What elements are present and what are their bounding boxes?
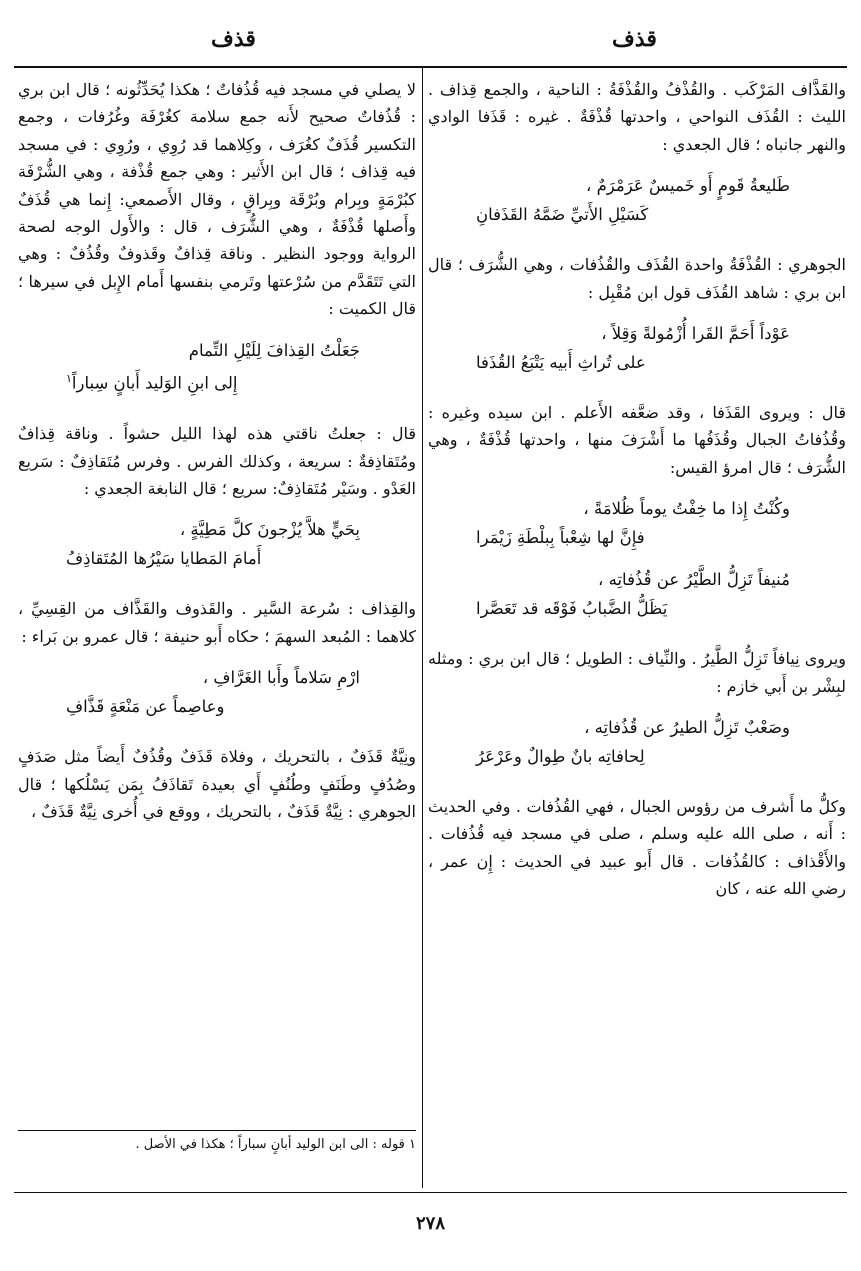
paragraph: قال : ويروى القَذَفا ، وقد ضعَّفه الأَعلم . ابن سيده وغيره : وقُذُفاتُ الجبال وقُذَفُها ما أَشْرَفَ منها ، واحدتها قُذْفَةٌ ، وهي الشُّرَف ؛ قال امرؤ القيس: (428, 403, 846, 477)
footnote-mark: ١ (66, 372, 72, 386)
verse-line: أَمامَ المَطايا سَيْرُها المُتَقاذِفُ (66, 548, 262, 568)
verse (18, 337, 416, 399)
right-column (428, 76, 846, 903)
verse-line: عَوْداً أَحَمَّ القَرا أُزْمُولةً وَقِلاً ، (601, 324, 790, 344)
paragraph: الجوهري : القُذْفَةُ واحدة القُذَف والقُذُفات ، وهي الشُّرَف ؛ قال ابن بري : شاهد القُذَف قول ابن مُقْبِل : (428, 255, 846, 302)
verse-line: وصَعْبٌ تَزِلُّ الطيرُ عن قُذُفاتِه ، (584, 718, 790, 738)
verse-line: وعاصِماً عن مَنْعَةٍ قَذَّافِ (66, 696, 225, 716)
page-header-right: قذف (612, 26, 657, 52)
footer-rule (14, 1192, 847, 1193)
verse-line: طَليعةُ قَومٍ أَو خَميسٌ عَرَمْرَمٌ ، (586, 176, 790, 196)
page-header-left: قذف (211, 26, 256, 52)
verse-line: لِحافاتِه بانٌ طِوالٌ وعَرْعَرُ (476, 746, 645, 766)
verse (18, 516, 416, 573)
paragraph: وكلُّ ما أَشرف من رؤوس الجبال ، فهي القُذُفات . وفي الحديث : أَنه ، صلى الله عليه وسلم ، صلى في مسجد فيه قُذُفات . والأَقْذاف : كالقُذُفات . قال أَبو عبيد في الحديث : إِن عمر ، رضي الله عنه ، كان (428, 797, 847, 899)
verse (428, 566, 846, 623)
left-column (18, 76, 416, 825)
paragraph: والقَذَّاف المَرْكَب . والقُذْفُ والقُذْفَةُ : الناحية ، والجمع قِذاف . الليث : القُذَف النواحي ، واحدتها قُذْفَةٌ . غيره : قَذَفا الوادي والنهر جانباه ؛ قال الجعدي : (428, 80, 846, 154)
column-divider (422, 68, 423, 1188)
paragraph: قال : جعلتُ ناقتي هذه لهذا الليل حشواً . وناقة قِذافٌ ومُتَقاذِفةٌ : سريعة ، وكذلك الفرس . وفرس مُتَقاذِفٌ : سَريع العَدْو . وسَيْر مُتَقاذِفٌ: سريع ؛ قال النابغة الجعدي : (18, 424, 416, 498)
verse-line: على تُراثِ أَبيه يَتْبَعُ القُذَفا (476, 352, 646, 372)
verse-line: يَظَلُّ الضَّبابُ فَوْقَه قد تَعَصَّرا (476, 598, 668, 618)
page-number: ٢٧٨ (415, 1213, 445, 1234)
verse (18, 664, 416, 721)
paragraph: ويروى نِيافاً تَزِلُّ الطَّيرُ . والنِّياف : الطويل ؛ قال ابن بري : ومثله لبِشْر بن أَبي خازم : (428, 649, 846, 696)
verse-line: ارْمِ سَلاماً وأَبا الغَرَّافِ ، (202, 668, 360, 688)
verse-line (18, 365, 416, 398)
verse-line: بِحَيٍّ هلاَّ يُزْجونَ كلَّ مَطِيَّةٍ ، (179, 520, 360, 540)
verse (428, 714, 846, 771)
header-rule (14, 66, 847, 68)
paragraph: ونِيَّةٌ قَذَفٌ ، بالتحريك ، وفلاة قَذَفٌ وقُذُفٌ أَيضاً مثل صَدَفٍ وصُدُفٍ وطَنَفٍ وطُنُفٍ أَي بعيدة تَقاذَفُ بِمَن يَسْلُكها ؛ قال الجوهري : نِيَّةٌ قَذَفٌ ، بالتحريك ، ووقع في أُخرى نِيَّةٌ قَذَفٌ ، (18, 747, 416, 821)
verse-text: إِلى ابنِ الوَليد أَبانٍ سِباراً (71, 373, 238, 393)
verse-line: فإِنَّ لها شِعْباً بِبلْطَةِ زَيْمَرا (476, 527, 645, 547)
verse-line: وكُنْتُ إِذا ما خِفْتُ يوماً ظُلامَةً ، (583, 499, 790, 519)
verse (428, 495, 846, 552)
paragraph: والقِذاف : سُرعة السَّير . والقَذوف والقَذَّاف من القِسِيِّ ، كلاهما : المُبعد السهمَ ؛ حكاه أَبو حنيفة ؛ قال عمرو بن بَراء : (18, 599, 416, 646)
verse (428, 320, 846, 377)
paragraph: لا يصلي في مسجد فيه قُذُفاتٌ ؛ هكذا يُحَدِّثُونه ؛ قال ابن بري : قُذُفاتٌ صحيح لأَنه جمع سلامة كغُرْفَة وغُرُفات ، وجمع التكسير قُذَفٌ كغُرَف ، وكِلاهما قد رُوِي ، ورُوِي : في مسجد فيه قِذاف ؛ قال ابن الأَثير : وهي جمع قُذْفة ، وهي الشُّرْفَة كبُرْمَةٍ وبِرام وبُرْقَة وبِراقٍ ، وقال الأَصمعي: إِنما هي قُذَفٌ وأَصلها قُذْفَةٌ ، وهي الشُّرَف ، قال : والأَول الوجه لصحة الرواية ووجود النظير . وناقة قِذافٌ وقَذوفٌ وقُذُفٌ : وهي التي تَتَقَدَّم من سُرْعتها وتَرمي بنفسها أَمام الإِبل في سيرها ؛ قال الكميت : (18, 80, 416, 319)
verse-line: كَسَيْلِ الأَتيِّ ضَمَّهُ القَذَفانِ (476, 204, 649, 224)
verse (428, 172, 846, 229)
verse-line: مُنيفاً تَزِلُّ الطَّيْرُ عن قُذُفاتِه ، (598, 570, 790, 590)
footnote: ١ قوله : الى ابن الوليد أبانٍ سباراً ؛ هكذا في الأصل . (18, 1130, 416, 1155)
verse-line: جَعَلْتُ القِذافَ لِلَيْلِ التِّمام (188, 340, 360, 360)
